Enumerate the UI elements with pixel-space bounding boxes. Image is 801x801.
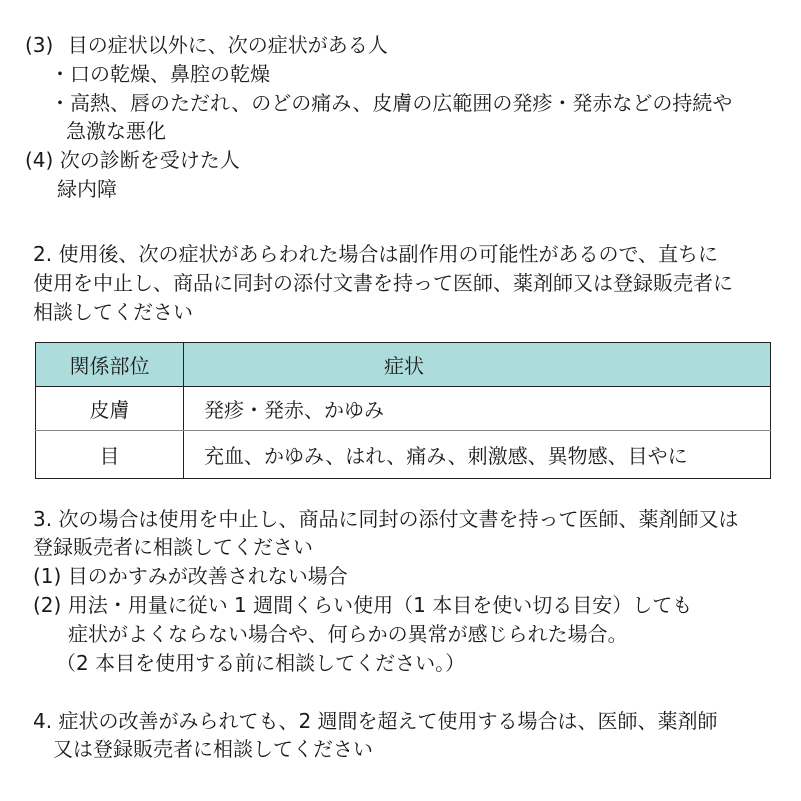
item4-detail: 緑内障 [57, 177, 117, 201]
section3-item2-label: (2) [33, 593, 62, 617]
table-header-symptoms: 症状 [184, 343, 771, 387]
section3-item2-note: （2 本目を使用する前に相談してください。） [56, 651, 466, 675]
section3-item2-cont: 症状がよくならない場合や、何らかの異常が感じられた場合。 [68, 622, 628, 646]
table-row [36, 431, 771, 479]
section2-line-1: 2. 使用後、次の症状があらわれた場合は副作用の可能性があるので、直ちに [33, 242, 719, 266]
section3-item2 [33, 591, 692, 619]
table-cell-area: 目 [36, 431, 184, 479]
item3-bullet-2-cont: 急激な悪化 [66, 119, 166, 143]
section3-item2-text: 用法・用量に従い 1 週間くらい使用（1 本目を使い切る目安）しても [67, 593, 693, 617]
item4-line [25, 146, 240, 174]
table-header-area: 関係部位 [36, 343, 184, 387]
item4-label: (4) [25, 148, 54, 172]
table-cell-symptoms: 充血、かゆみ、はれ、痛み、刺激感、異物感、目やに [184, 431, 771, 479]
item3-line [25, 31, 388, 59]
section3-line-1: 3. 次の場合は使用を中止し、商品に同封の添付文書を持って医師、薬剤師又は [33, 507, 739, 531]
section3-item1-label: (1) [33, 564, 62, 588]
side-effects-table [35, 342, 771, 479]
item3-bullet-1: ・口の乾燥、鼻腔の乾燥 [50, 62, 270, 86]
section4-line-2: 又は登録販売者に相談してください [53, 737, 373, 761]
item3-bullet-2: ・高熱、唇のただれ、のどの痛み、皮膚の広範囲の発疹・発赤などの持続や [50, 91, 733, 115]
table-header-row [36, 343, 771, 387]
section3-item1-text: 目のかすみが改善されない場合 [67, 564, 348, 588]
table-cell-area: 皮膚 [36, 387, 184, 431]
section2-line-3: 相談してください [33, 300, 193, 324]
item4-text: 次の診断を受けた人 [59, 148, 240, 172]
section2-line-2: 使用を中止し、商品に同封の添付文書を持って医師、薬剤師又は登録販売者に [33, 271, 733, 295]
table-row [36, 387, 771, 431]
section3-item1 [33, 562, 348, 590]
section3-line-2: 登録販売者に相談してください [33, 535, 313, 559]
section4-line-1: 4. 症状の改善がみられても、2 週間を超えて使用する場合は、医師、薬剤師 [33, 709, 718, 733]
table-cell-symptoms: 発疹・発赤、かゆみ [184, 387, 771, 431]
item3-text: 目の症状以外に、次の症状がある人 [67, 33, 388, 57]
item3-label: (3) [25, 33, 54, 57]
